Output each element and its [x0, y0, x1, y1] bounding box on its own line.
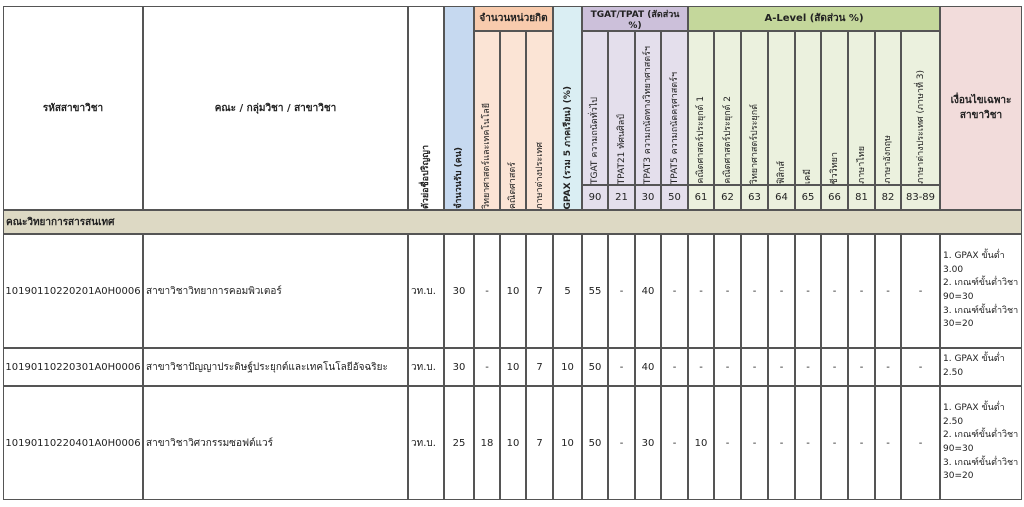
row-alevel-2: - [741, 386, 768, 500]
row-alevel-8: - [901, 234, 940, 348]
row-credit-0: 18 [474, 386, 500, 500]
row-credit-1: 10 [500, 348, 526, 386]
row-code: 10190110220401A0H0006 [3, 386, 143, 500]
header-alevel-0 [688, 31, 714, 185]
condition-line: 1. GPAX ขั้นต่ำ [943, 354, 1005, 365]
header-alevel-6 [848, 31, 875, 185]
header-tgat-code-0: 90 [582, 185, 608, 210]
row-tgat-1: - [608, 234, 635, 348]
row-alevel-2: - [741, 234, 768, 348]
header-tgat-2-label: TPAT3 ความถนัดทางวิทยาศาสตร์ฯ [643, 45, 653, 184]
row-gpax: 10 [553, 386, 582, 500]
header-tgat-3 [661, 31, 688, 185]
header-alevel-8-label: ภาษาต่างประเทศ (ภาษาที่ 3) [915, 70, 926, 184]
row-tgat-0: 50 [582, 348, 608, 386]
row-quota: 25 [444, 386, 474, 500]
header-tgat-code-2: 30 [635, 185, 661, 210]
header-alevel-1-label: คณิตศาสตร์ประยุกต์ 2 [722, 96, 733, 184]
header-alevel-8 [901, 31, 940, 185]
row-code: 10190110220201A0H0006 [3, 234, 143, 348]
row-alevel-5: - [821, 234, 848, 348]
header-alevel-code-6: 81 [848, 185, 875, 210]
header-faculty: คณะ / กลุ่มวิชา / สาขาวิชา [143, 6, 408, 210]
header-alevel-4-label: เคมี [803, 168, 813, 184]
header-tgat-1-label: TPAT21 ทัศนศิลป์ [616, 113, 627, 184]
row-alevel-4: - [795, 348, 821, 386]
header-tgat-1 [608, 31, 635, 185]
row-alevel-3: - [768, 348, 795, 386]
row-program-name: สาขาวิชาปัญญาประดิษฐ์ประยุกต์และเทคโนโลยีอัจฉริยะ [143, 348, 408, 386]
condition-line: 30=20 [943, 471, 974, 482]
header-credits-group: จำนวนหน่วยกิต [474, 6, 553, 31]
row-alevel-6: - [848, 234, 875, 348]
condition-line: 2. เกณฑ์ขั้นต่ำวิชา [943, 278, 1019, 289]
row-credit-0: - [474, 348, 500, 386]
row-tgat-1: - [608, 348, 635, 386]
header-alevel-code-5: 66 [821, 185, 848, 210]
header-credit-1 [500, 31, 526, 210]
header-degree-label: ตัวย่อชื่อปริญญา [421, 144, 431, 209]
row-quota: 30 [444, 234, 474, 348]
condition-line: 1. GPAX ขั้นต่ำ [943, 403, 1005, 414]
row-alevel-3: - [768, 234, 795, 348]
row-alevel-7: - [875, 386, 901, 500]
row-tgat-0: 50 [582, 386, 608, 500]
row-gpax: 5 [553, 234, 582, 348]
row-credit-2: 7 [526, 234, 553, 348]
row-credit-0: - [474, 234, 500, 348]
header-special: เงื่อนไขเฉพาะสาขาวิชา [940, 6, 1022, 210]
header-credit-1-label: คณิตศาสตร์ [508, 161, 518, 209]
header-tgat-code-3: 50 [661, 185, 688, 210]
header-degree [408, 6, 444, 210]
row-program-name: สาขาวิชาวิศวกรรมซอฟต์แวร์ [143, 386, 408, 500]
row-credit-1: 10 [500, 386, 526, 500]
condition-line: 2.50 [943, 368, 964, 378]
row-gpax: 10 [553, 348, 582, 386]
header-alevel-code-8: 83-89 [901, 185, 940, 210]
row-credit-2: 7 [526, 348, 553, 386]
row-degree: วท.บ. [408, 386, 444, 500]
header-alevel-code-4: 65 [795, 185, 821, 210]
row-credit-2: 7 [526, 386, 553, 500]
header-alevel-group: A-Level (สัดส่วน %) [688, 6, 940, 31]
header-tgat-3-label: TPAT5 ความถนัดครุศาสตร์ฯ [669, 71, 680, 184]
header-gpax [553, 6, 582, 210]
condition-line: 30=20 [943, 319, 974, 330]
condition-line: 90=30 [943, 292, 974, 302]
header-alevel-7-label: ภาษาอังกฤษ [883, 135, 893, 184]
row-alevel-7: - [875, 348, 901, 386]
header-alevel-code-0: 61 [688, 185, 714, 210]
header-tgat-code-1: 21 [608, 185, 635, 210]
condition-line: 3. เกณฑ์ขั้นต่ำวิชา [943, 457, 1019, 468]
row-credit-1: 10 [500, 234, 526, 348]
row-conditions [940, 348, 1022, 386]
condition-line: 3. เกณฑ์ขั้นต่ำวิชา [943, 305, 1019, 316]
header-tgat-2 [635, 31, 661, 185]
header-alevel-5 [821, 31, 848, 185]
row-tgat-3: - [661, 386, 688, 500]
header-credit-2 [526, 31, 553, 210]
faculty-band-row: คณะวิทยาการสารสนเทศ [3, 210, 1022, 234]
row-alevel-5: - [821, 386, 848, 500]
condition-line: 3.00 [943, 264, 964, 275]
row-alevel-1: - [714, 348, 741, 386]
row-alevel-2: - [741, 348, 768, 386]
row-alevel-5: - [821, 348, 848, 386]
header-tgat-0-label: TGAT ความถนัดทั่วไป [590, 96, 600, 184]
header-credit-0-label: วิทยาศาสตร์และเทคโนโลยี [482, 102, 492, 209]
row-quota: 30 [444, 348, 474, 386]
condition-line: 90=30 [943, 444, 974, 454]
condition-line: 2. เกณฑ์ขั้นต่ำวิชา [943, 430, 1019, 441]
header-alevel-1 [714, 31, 741, 185]
row-alevel-4: - [795, 234, 821, 348]
row-code: 10190110220301A0H0006 [3, 348, 143, 386]
header-tgat-group: TGAT/TPAT (สัดส่วน %) [582, 6, 688, 31]
row-program-name: สาขาวิชาวิทยาการคอมพิวเตอร์ [143, 234, 408, 348]
header-alevel-3 [768, 31, 795, 185]
header-alevel-3-label: ฟิสิกส์ [776, 161, 787, 184]
header-tgat-0 [582, 31, 608, 185]
row-alevel-8: - [901, 386, 940, 500]
row-alevel-0: 10 [688, 386, 714, 500]
header-quota [444, 6, 474, 210]
condition-line: 2.50 [943, 416, 964, 427]
row-alevel-1: - [714, 234, 741, 348]
row-alevel-7: - [875, 234, 901, 348]
row-tgat-1: - [608, 386, 635, 500]
row-tgat-2: 30 [635, 386, 661, 500]
row-alevel-6: - [848, 386, 875, 500]
header-quota-label: จำนวนรับ (คน) [454, 147, 464, 209]
row-alevel-3: - [768, 386, 795, 500]
row-tgat-2: 40 [635, 348, 661, 386]
row-tgat-0: 55 [582, 234, 608, 348]
header-alevel-code-1: 62 [714, 185, 741, 210]
row-tgat-3: - [661, 348, 688, 386]
header-alevel-code-2: 63 [741, 185, 768, 210]
header-alevel-2-label: วิทยาศาสตร์ประยุกต์ [749, 103, 760, 184]
header-alevel-6-label: ภาษาไทย [856, 146, 867, 184]
row-alevel-4: - [795, 386, 821, 500]
header-alevel-7 [875, 31, 901, 185]
row-alevel-8: - [901, 348, 940, 386]
header-alevel-2 [741, 31, 768, 185]
header-alevel-0-label: คณิตศาสตร์ประยุกต์ 1 [696, 96, 706, 184]
condition-line: 1. GPAX ขั้นต่ำ [943, 251, 1005, 262]
row-tgat-3: - [661, 234, 688, 348]
row-degree: วท.บ. [408, 234, 444, 348]
row-alevel-6: - [848, 348, 875, 386]
header-gpax-label: GPAX (รวม 5 ภาคเรียน) (%) [562, 85, 573, 209]
row-alevel-1: - [714, 386, 741, 500]
header-credit-0 [474, 31, 500, 210]
header-alevel-code-3: 64 [768, 185, 795, 210]
row-tgat-2: 40 [635, 234, 661, 348]
header-alevel-4 [795, 31, 821, 185]
row-conditions [940, 386, 1022, 500]
header-alevel-code-7: 82 [875, 185, 901, 210]
row-alevel-0: - [688, 348, 714, 386]
header-code: รหัสสาขาวิชา [3, 6, 143, 210]
row-alevel-0: - [688, 234, 714, 348]
header-credit-2-label: ภาษาต่างประเทศ [534, 141, 545, 209]
header-alevel-5-label: ชีววิทยา [829, 151, 840, 184]
row-degree: วท.บ. [408, 348, 444, 386]
row-conditions [940, 234, 1022, 348]
